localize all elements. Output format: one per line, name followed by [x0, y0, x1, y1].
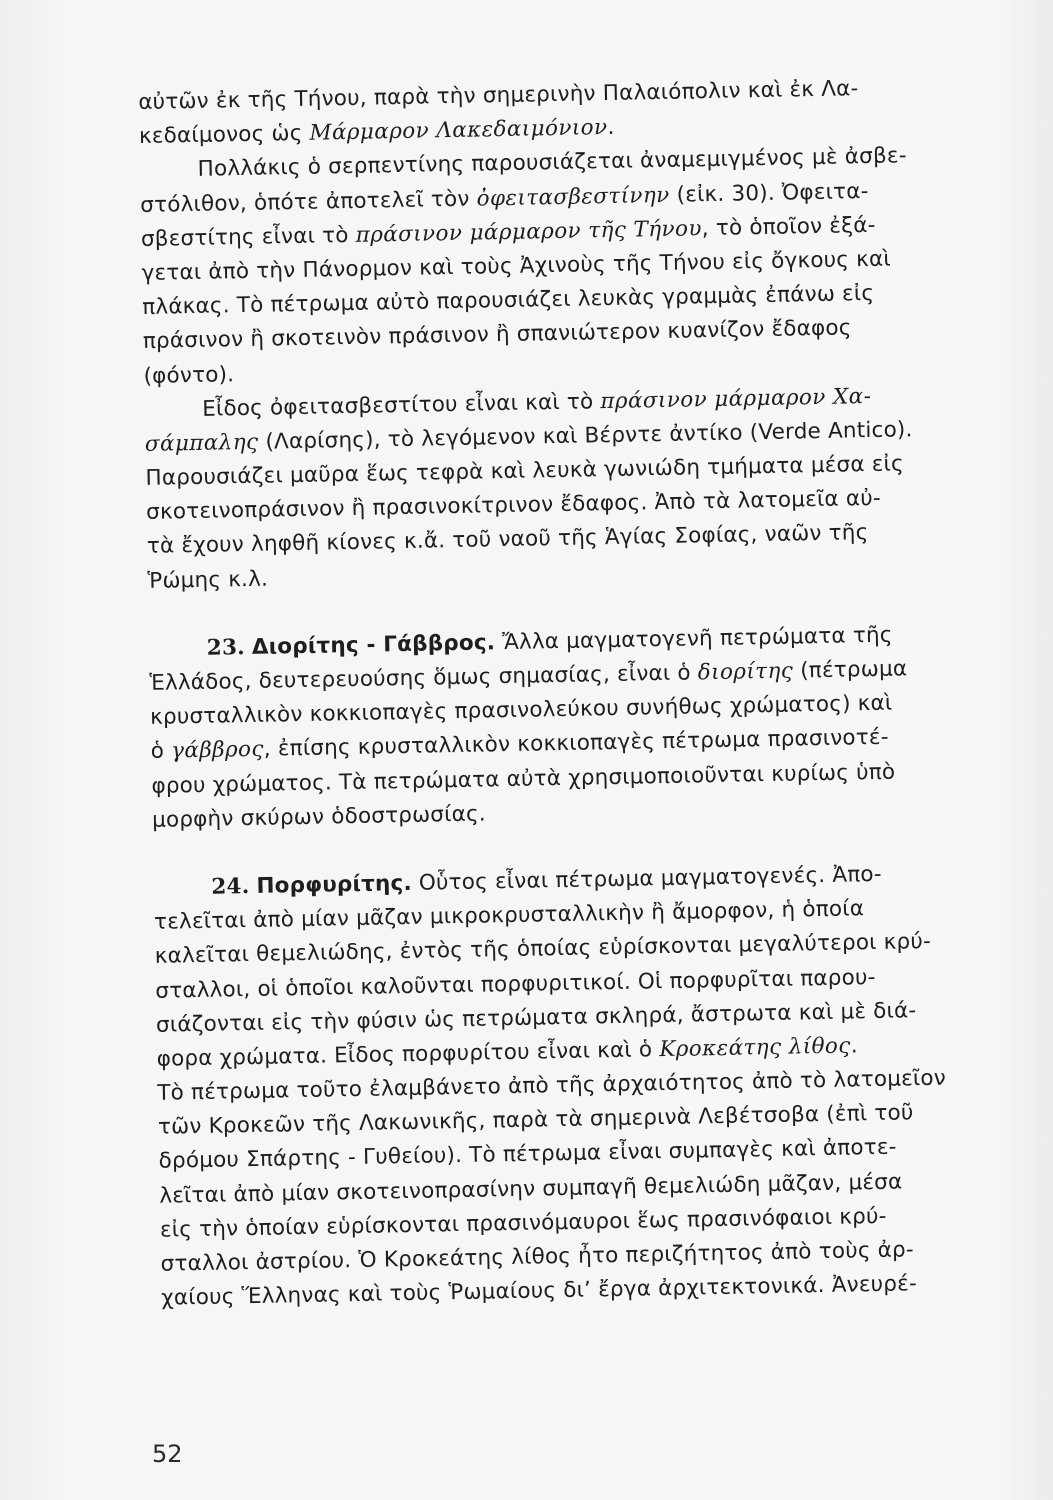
text-segment: φορα χρώματα. Εἶδος πορφυρίτου εἶναι καὶ ὁ — [156, 1037, 660, 1072]
text-segment: εἰς τὴν ὁποίαν εὑρίσκονται πρασινόμαυροι ἕως πρασινόφαιοι κρύ- — [159, 1203, 887, 1243]
text-segment: Τὸ πέτρωμα τοῦτο ἐλαμβάνετο ἀπὸ τῆς ἀρχαιότητος ἀπὸ τὸ λατομεῖον — [157, 1065, 947, 1106]
text-segment: καλεῖται θεμελιώδης, ἐντὸς τῆς ὁποίας εὑρίσκονται μεγαλύτεροι κρύ- — [154, 929, 932, 970]
italic-term: σάμπαλης — [144, 429, 259, 457]
text-segment: Ἑλλάδος, δευτερευούσης ὅμως σημασίας, εἶναι ὁ — [149, 660, 699, 696]
text-segment: (εἰκ. 30). Ὀφειτα- — [669, 178, 869, 208]
text-segment: Οὗτος εἶναι πέτρωμα μαγματογενές. Ἀπο- — [411, 861, 882, 896]
italic-term: γάββρος — [170, 737, 265, 764]
text-segment: . — [607, 115, 615, 141]
section-title: Πορφυρίτης. — [256, 870, 413, 899]
text-segment: δρόμου Σπάρτης - Γυθείου). Τὸ πέτρωμα εἶναι συμπαγὲς καὶ ἀποτε- — [158, 1135, 897, 1175]
text-segment: Πολλάκις ὁ σερπεντίνης παρουσιάζεται ἀναμεμιγμένος μὲ ἀσβε- — [197, 143, 907, 183]
section-number: 24. — [211, 873, 250, 900]
text-segment: χαίους Ἕλληνας καὶ τοὺς Ῥωμαίους δι’ ἔργα ἀρχιτεκτονικά. Ἀνευρέ- — [161, 1271, 918, 1311]
text-segment: Εἶδος ὀφειτασβεστίτου εἶναι καὶ τὸ — [201, 388, 601, 422]
text-segment: αὐτῶν ἐκ τῆς Τήνου, παρὰ τὴν σημερινὴν Παλαιόπολιν καὶ ἐκ Λα- — [138, 76, 859, 115]
text-segment: , ἐπίσης κρυσταλλικὸν κοκκιοπαγὲς πέτρωμα πρασινοτέ- — [263, 725, 889, 763]
italic-term: πράσινον μάρμαρον Χα- — [600, 383, 872, 414]
text-segment: τελεῖται ἀπὸ μίαν μᾶζαν μικροκρυσταλλικὴν ἢ ἄμορφον, ἡ ὁποία — [153, 896, 865, 935]
section-number: 23. — [206, 634, 246, 661]
text-segment: Παρουσιάζει μαῦρα ἕως τεφρὰ καὶ λευκὰ γωνιώδη τμήματα μέσα εἰς — [145, 451, 905, 491]
italic-term: Κροκεάτης λίθος — [659, 1033, 851, 1063]
body-text — [138, 70, 999, 1316]
text-segment: σταλλοι, οἱ ὁποῖοι καλοῦνται πορφυριτικοί. Οἱ πορφυρῖται παρου- — [155, 964, 876, 1004]
text-segment: στόλιθον, ὁπότε ἀποτελεῖ τὸν — [140, 186, 477, 218]
text-segment: . — [850, 1033, 859, 1059]
text-segment: σιάζονται εἰς τὴν φύσιν ὡς πετρώματα σκληρά, ἄστρωτα καὶ μὲ διά- — [155, 997, 917, 1038]
text-segment: σβεστίτης εἶναι τὸ — [140, 222, 356, 252]
text-segment: (φόντο). — [143, 361, 235, 389]
page-number: 52 — [152, 1440, 183, 1468]
text-segment: τὰ ἔχουν ληφθῆ κίονες κ.ἄ. τοῦ ναοῦ τῆς Ἁγίας Σοφίας, ναῶν τῆς — [146, 520, 869, 560]
italic-term: διορίτης — [697, 658, 794, 686]
italic-term: Μάρμαρον Λακεδαιμόνιον — [309, 115, 608, 146]
text-segment: σταλλοι ἀστρίου. Ὁ Κροκεάτης λίθος ἦτο περιζήτητος ἀπὸ τοὺς ἀρ- — [160, 1237, 915, 1277]
text-segment: μορφὴν σκύρων ὁδοστρωσίας. — [151, 801, 487, 833]
text-segment: , τὸ ὁποῖον ἐξά- — [701, 212, 876, 241]
text-segment: ὁ — [150, 738, 172, 765]
italic-term: ὀφειτασβεστίνην — [476, 182, 670, 212]
text-segment: σκοτεινοπράσινον ἢ πρασινοκίτρινον ἔδαφος. Ἀπὸ τὰ λατομεῖα αὐ- — [145, 486, 882, 526]
text-segment: Ἄλλα μαγματογενῆ πετρώματα τῆς — [494, 622, 893, 656]
section-title: Διορίτης - Γάββρος. — [251, 630, 496, 660]
text-segment: (πέτρωμα — [792, 656, 908, 684]
text-segment: Ῥώμης κ.λ. — [147, 566, 269, 594]
text-segment: φρου χρώματος. Τὰ πετρώματα αὐτὰ χρησιμοποιοῦνται κυρίως ὑπὸ — [151, 759, 896, 799]
text-segment: τῶν Κροκεῶν τῆς Λακωνικῆς, παρὰ τὰ σημερινὰ Λεβέτσοβα (ἐπὶ τοῦ — [157, 1100, 914, 1141]
text-segment: (Λαρίσης), τὸ λεγόμενον καὶ Βέρντε ἀντίκο (Verde Antico). — [258, 417, 913, 455]
text-segment: κεδαίμονος ὡς — [138, 120, 310, 150]
text-segment: πλάκας. Τὸ πέτρωμα αὐτὸ παρουσιάζει λευκὰς γραμμὰς ἐπάνω εἰς — [142, 281, 875, 321]
text-segment: κρυσταλλικὸν κοκκιοπαγὲς πρασινολεύκου συνήθως χρώματος) καὶ — [149, 690, 893, 731]
text-segment: πράσινον ἢ σκοτεινὸν πράσινον ἢ σπανιώτερον κυανίζον ἔδαφος — [142, 315, 852, 355]
italic-term: πράσινον μάρμαρον τῆς Τήνου — [355, 215, 703, 248]
text-segment: λεῖται ἀπὸ μίαν σκοτεινοπρασίνην συμπαγῆ θεμελιώδη μᾶζαν, μέσα — [159, 1169, 903, 1209]
text-segment: γεται ἀπὸ τὴν Πάνορμον καὶ τοὺς Ἀχινοὺς τῆς Τήνου εἰς ὄγκους καὶ — [141, 246, 892, 286]
